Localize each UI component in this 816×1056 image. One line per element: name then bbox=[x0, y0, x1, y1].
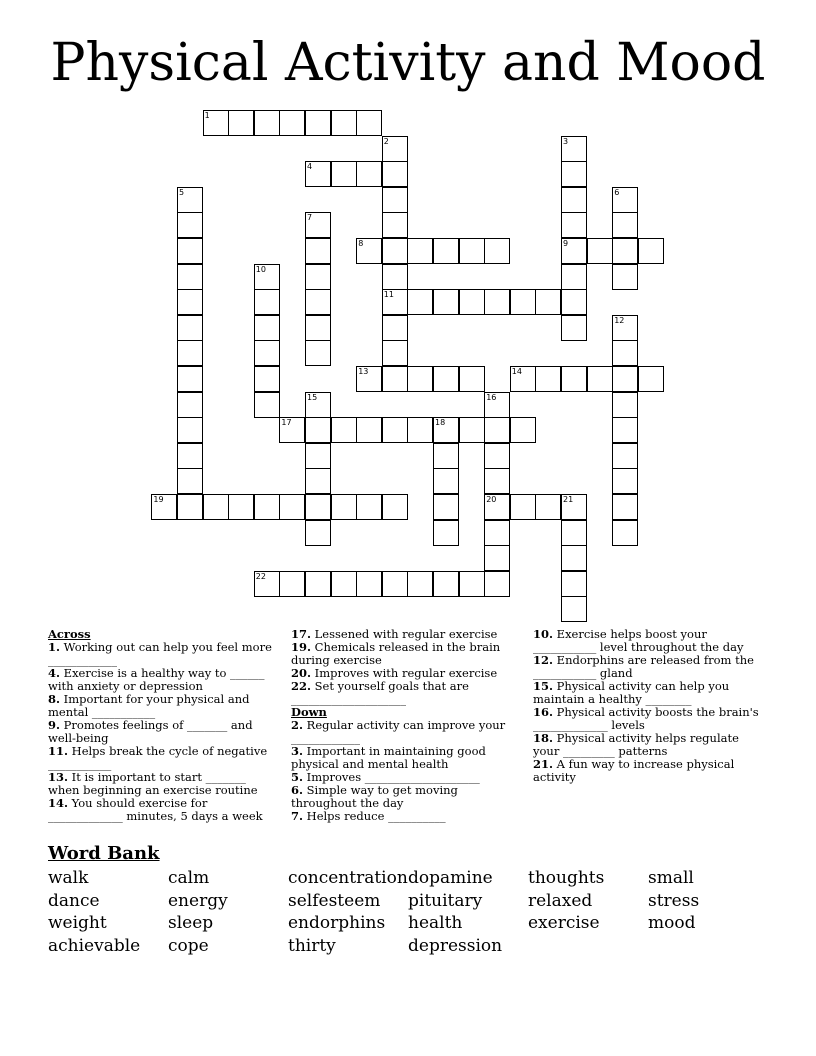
crossword-cell[interactable] bbox=[177, 212, 203, 238]
clue bbox=[533, 680, 763, 706]
crossword-cell[interactable] bbox=[177, 417, 203, 443]
crossword-cell[interactable] bbox=[331, 494, 357, 520]
clue bbox=[533, 732, 763, 758]
clue bbox=[291, 784, 517, 810]
clue-number: 1 bbox=[204, 111, 210, 120]
crossword-cell[interactable] bbox=[612, 494, 638, 520]
clue-heading: Across bbox=[48, 627, 91, 641]
crossword-cell[interactable] bbox=[331, 571, 357, 597]
crossword-cell[interactable] bbox=[561, 366, 587, 392]
crossword-cell[interactable] bbox=[587, 366, 613, 392]
clue-number: 15 bbox=[307, 392, 318, 402]
clue-text: Lessened with regular exercise bbox=[311, 627, 498, 641]
crossword-cell[interactable] bbox=[459, 417, 485, 443]
crossword-cell[interactable] bbox=[561, 136, 587, 162]
crossword-cell[interactable] bbox=[484, 289, 510, 315]
crossword-cell[interactable] bbox=[331, 417, 357, 443]
clue-text: It is important to start _______ when beginning an exercise routine bbox=[48, 770, 258, 797]
crossword-cell[interactable] bbox=[177, 494, 203, 520]
crossword-cell[interactable] bbox=[612, 443, 638, 469]
crossword-cell[interactable] bbox=[382, 238, 408, 264]
crossword-cell[interactable] bbox=[254, 571, 280, 597]
clue-text: Exercise helps boost your ___________ level throughout the day bbox=[533, 627, 744, 654]
word-bank-word: small bbox=[648, 868, 694, 888]
clue-number: 3 bbox=[563, 136, 569, 146]
crossword-cell[interactable] bbox=[356, 110, 382, 136]
crossword-cell[interactable] bbox=[587, 238, 613, 264]
crossword-cell[interactable] bbox=[279, 110, 305, 136]
clue-num: 10. bbox=[533, 627, 554, 641]
crossword-cell[interactable] bbox=[612, 392, 638, 418]
crossword-cell[interactable] bbox=[561, 187, 587, 213]
crossword-cell[interactable] bbox=[612, 238, 638, 264]
clue-number: 16 bbox=[486, 392, 497, 402]
crossword-cell[interactable] bbox=[279, 571, 305, 597]
clue bbox=[291, 745, 517, 771]
crossword-cell[interactable] bbox=[279, 417, 305, 443]
crossword-cell[interactable] bbox=[228, 110, 254, 136]
crossword-cell[interactable] bbox=[356, 417, 382, 443]
clue-num: 15. bbox=[533, 679, 554, 693]
clue-text: Chemicals released in the brain during exercise bbox=[291, 640, 501, 667]
crossword-cell[interactable] bbox=[177, 289, 203, 315]
clue-number: 12 bbox=[614, 315, 625, 325]
crossword-cell[interactable] bbox=[561, 238, 587, 264]
clue bbox=[48, 771, 276, 797]
clue-number: 14 bbox=[511, 367, 522, 376]
clue-number: 17 bbox=[281, 418, 292, 428]
clue bbox=[533, 628, 763, 654]
word-bank-word: walk bbox=[48, 868, 89, 888]
clue-num: 17. bbox=[291, 627, 312, 641]
crossword-cell[interactable] bbox=[228, 494, 254, 520]
crossword-cell[interactable] bbox=[612, 212, 638, 238]
clue-num: 20. bbox=[291, 666, 312, 680]
clue-text: Physical activity helps regulate your _________ patterns bbox=[533, 731, 739, 758]
crossword-cell[interactable] bbox=[254, 392, 280, 418]
crossword-cell[interactable] bbox=[305, 417, 331, 443]
clue-num: 8. bbox=[48, 692, 61, 706]
clue-num: 13. bbox=[48, 770, 69, 784]
clue-number: 13 bbox=[358, 367, 369, 376]
crossword-cell[interactable] bbox=[561, 520, 587, 546]
crossword-cell[interactable] bbox=[305, 392, 331, 418]
word-bank-word: calm bbox=[168, 868, 210, 888]
clue bbox=[48, 641, 276, 667]
crossword-cell[interactable] bbox=[382, 494, 408, 520]
crossword-cell[interactable] bbox=[612, 366, 638, 392]
crossword-cell[interactable] bbox=[433, 366, 459, 392]
word-bank-title: Word Bank bbox=[48, 843, 160, 864]
clue bbox=[48, 719, 276, 745]
crossword-cell[interactable] bbox=[305, 212, 331, 238]
clue-text: Simple way to get moving throughout the day bbox=[291, 783, 458, 810]
crossword-cell[interactable] bbox=[382, 417, 408, 443]
page-title: Physical Activity and Mood bbox=[50, 33, 766, 93]
word-bank-word: stress bbox=[648, 890, 700, 911]
crossword-cell[interactable] bbox=[254, 494, 280, 520]
crossword-cell[interactable] bbox=[382, 366, 408, 392]
crossword-cell[interactable] bbox=[254, 366, 280, 392]
crossword-cell[interactable] bbox=[459, 289, 485, 315]
clue-text: Physical activity can help you maintain a healthy ________ bbox=[533, 679, 730, 706]
crossword-cell[interactable] bbox=[305, 443, 331, 469]
crossword-cell[interactable] bbox=[433, 571, 459, 597]
crossword-cell[interactable] bbox=[305, 264, 331, 290]
word-bank-word: exercise bbox=[528, 913, 600, 934]
clue-num: 11. bbox=[48, 744, 69, 758]
crossword-cell[interactable] bbox=[305, 494, 331, 520]
clue-text: Helps break the cycle of negative ___________ bbox=[48, 744, 268, 771]
crossword-cell[interactable] bbox=[407, 417, 433, 443]
crossword-cell[interactable] bbox=[561, 494, 587, 520]
clue-text: Physical activity boosts the brain's _____________ levels bbox=[533, 705, 759, 732]
crossword-cell[interactable] bbox=[382, 212, 408, 238]
clue-text: Improves with regular exercise bbox=[311, 666, 498, 680]
word-bank-word: thoughts bbox=[528, 868, 605, 888]
clue-number: 4 bbox=[307, 162, 313, 172]
crossword-cell[interactable] bbox=[382, 340, 408, 366]
clue-text: Improves ____________________ bbox=[303, 770, 480, 784]
crossword-cell[interactable] bbox=[382, 264, 408, 290]
clue-text: Promotes feelings of _______ and well-being bbox=[48, 718, 253, 745]
crossword-cell[interactable] bbox=[305, 520, 331, 546]
crossword-cell[interactable] bbox=[561, 571, 587, 597]
clues-column-3 bbox=[533, 628, 763, 784]
clue-text: Endorphins are released from the ___________ gland bbox=[533, 653, 754, 680]
crossword-cell[interactable] bbox=[177, 238, 203, 264]
crossword-cell[interactable] bbox=[561, 212, 587, 238]
crossword-cell[interactable] bbox=[203, 110, 229, 136]
clue-text: You should exercise for _____________ minutes, 5 days a week bbox=[48, 796, 263, 823]
clue-num: 3. bbox=[291, 744, 304, 758]
crossword-cell[interactable] bbox=[356, 494, 382, 520]
clue-text: Regular activity can improve your ____________ bbox=[291, 718, 506, 745]
clue-num: 1. bbox=[48, 640, 61, 654]
crossword-cell[interactable] bbox=[638, 366, 664, 392]
clue-number: 11 bbox=[383, 290, 394, 300]
clue-num: 16. bbox=[533, 705, 554, 719]
clue-number: 7 bbox=[307, 213, 313, 223]
crossword-cell[interactable] bbox=[305, 110, 331, 136]
crossword-cell[interactable] bbox=[177, 264, 203, 290]
clue bbox=[533, 706, 763, 732]
crossword-cell[interactable] bbox=[305, 340, 331, 366]
word-bank-word: dopamine bbox=[408, 868, 493, 888]
clue-num: 6. bbox=[291, 783, 304, 797]
crossword-cell[interactable] bbox=[407, 366, 433, 392]
clue-num: 5. bbox=[291, 770, 304, 784]
crossword-cell[interactable] bbox=[510, 289, 536, 315]
crossword-cell[interactable] bbox=[433, 494, 459, 520]
crossword-cell[interactable] bbox=[612, 340, 638, 366]
crossword-cell[interactable] bbox=[177, 340, 203, 366]
crossword-cell[interactable] bbox=[561, 289, 587, 315]
crossword-cell[interactable] bbox=[305, 315, 331, 341]
word-bank-word: mood bbox=[648, 913, 696, 934]
crossword-cell[interactable] bbox=[561, 315, 587, 341]
crossword-cell[interactable] bbox=[484, 238, 510, 264]
clue-number: 6 bbox=[614, 187, 620, 197]
clue-text: Working out can help you feel more ____________ bbox=[48, 640, 272, 667]
crossword-cell[interactable] bbox=[356, 571, 382, 597]
crossword-cell[interactable] bbox=[612, 264, 638, 290]
crossword-cell[interactable] bbox=[331, 161, 357, 187]
crossword-cell[interactable] bbox=[612, 468, 638, 494]
word-bank-word: weight bbox=[48, 913, 107, 934]
crossword-cell[interactable] bbox=[407, 571, 433, 597]
crossword-cell[interactable] bbox=[356, 161, 382, 187]
clue bbox=[291, 680, 517, 706]
crossword-cell[interactable] bbox=[407, 289, 433, 315]
crossword-cell[interactable] bbox=[331, 110, 357, 136]
clue-number: 22 bbox=[255, 571, 266, 581]
clue bbox=[48, 667, 276, 693]
clue bbox=[291, 810, 517, 823]
clue-num: 12. bbox=[533, 653, 554, 667]
crossword-cell[interactable] bbox=[484, 571, 510, 597]
crossword-cell[interactable] bbox=[510, 494, 536, 520]
crossword-cell[interactable] bbox=[177, 315, 203, 341]
word-bank-word: endorphins bbox=[288, 913, 386, 934]
clues-column-2 bbox=[291, 628, 517, 823]
word-bank-word: dance bbox=[48, 890, 100, 911]
word-bank-word: achievable bbox=[48, 936, 141, 957]
clue bbox=[48, 693, 276, 719]
clue-num: 2. bbox=[291, 718, 304, 732]
crossword-cell[interactable] bbox=[638, 238, 664, 264]
clue bbox=[533, 654, 763, 680]
clues-column-1 bbox=[48, 628, 276, 823]
clue-text: Helps reduce __________ bbox=[303, 809, 446, 823]
word-bank-word: depression bbox=[408, 936, 503, 957]
word-bank-word: energy bbox=[168, 890, 228, 911]
clue bbox=[533, 758, 763, 784]
clue-number: 21 bbox=[563, 495, 574, 504]
clue-number: 9 bbox=[563, 239, 569, 248]
crossword-cell[interactable] bbox=[382, 136, 408, 162]
crossword-cell[interactable] bbox=[177, 443, 203, 469]
word-bank-word: selfesteem bbox=[288, 890, 381, 911]
crossword-cell[interactable] bbox=[484, 545, 510, 571]
crossword-cell[interactable] bbox=[305, 161, 331, 187]
crossword-cell[interactable] bbox=[254, 110, 280, 136]
clue-num: 9. bbox=[48, 718, 61, 732]
crossword-cell[interactable] bbox=[459, 366, 485, 392]
word-bank-word: concentration bbox=[288, 868, 408, 888]
word-bank-word: pituitary bbox=[408, 890, 483, 911]
crossword-cell[interactable] bbox=[510, 417, 536, 443]
clue bbox=[48, 797, 276, 823]
word-bank-word: cope bbox=[168, 936, 209, 957]
crossword-cell[interactable] bbox=[382, 161, 408, 187]
crossword-cell[interactable] bbox=[305, 468, 331, 494]
clue-text: A fun way to increase physical activity bbox=[533, 757, 735, 784]
crossword-cell[interactable] bbox=[561, 545, 587, 571]
clue-number: 19 bbox=[153, 495, 164, 504]
crossword-cell[interactable] bbox=[254, 340, 280, 366]
crossword-cell[interactable] bbox=[561, 596, 587, 622]
clue-num: 21. bbox=[533, 757, 554, 771]
crossword-cell[interactable] bbox=[433, 417, 459, 443]
crossword-cell[interactable] bbox=[612, 520, 638, 546]
crossword-cell[interactable] bbox=[484, 392, 510, 418]
crossword-cell[interactable] bbox=[561, 161, 587, 187]
crossword-cell[interactable] bbox=[535, 494, 561, 520]
clue-num: 19. bbox=[291, 640, 312, 654]
crossword-cell[interactable] bbox=[177, 187, 203, 213]
crossword-cell[interactable] bbox=[305, 289, 331, 315]
crossword-cell[interactable] bbox=[459, 238, 485, 264]
clue-number: 20 bbox=[486, 495, 497, 504]
crossword-cell[interactable] bbox=[356, 238, 382, 264]
crossword-cell[interactable] bbox=[459, 571, 485, 597]
crossword-cell[interactable] bbox=[561, 264, 587, 290]
crossword-cell[interactable] bbox=[612, 187, 638, 213]
crossword-cell[interactable] bbox=[305, 571, 331, 597]
clue-number: 5 bbox=[179, 187, 185, 197]
crossword-cell[interactable] bbox=[484, 468, 510, 494]
clue-text: Important for your physical and mental ___________ bbox=[48, 692, 250, 719]
crossword-cell[interactable] bbox=[305, 238, 331, 264]
crossword-cell[interactable] bbox=[433, 289, 459, 315]
crossword-cell[interactable] bbox=[382, 571, 408, 597]
clue-number: 8 bbox=[358, 239, 364, 248]
clue-text: Set yourself goals that are ____________________ bbox=[291, 679, 469, 706]
crossword-cell[interactable] bbox=[203, 494, 229, 520]
crossword-cell[interactable] bbox=[177, 392, 203, 418]
crossword-cell[interactable] bbox=[510, 366, 536, 392]
crossword-cell[interactable] bbox=[484, 494, 510, 520]
clue bbox=[291, 719, 517, 745]
crossword-cell[interactable] bbox=[177, 366, 203, 392]
crossword-cell[interactable] bbox=[177, 468, 203, 494]
crossword-cell[interactable] bbox=[612, 417, 638, 443]
clue-number: 18 bbox=[435, 418, 446, 428]
crossword-cell[interactable] bbox=[484, 520, 510, 546]
crossword-cell[interactable] bbox=[407, 238, 433, 264]
crossword-cell[interactable] bbox=[382, 187, 408, 213]
clue-number: 2 bbox=[383, 136, 389, 146]
crossword-cell[interactable] bbox=[433, 238, 459, 264]
clue-heading: Down bbox=[291, 705, 327, 719]
crossword-cell[interactable] bbox=[433, 468, 459, 494]
clue-num: 22. bbox=[291, 679, 312, 693]
crossword-cell[interactable] bbox=[484, 443, 510, 469]
crossword-cell[interactable] bbox=[254, 289, 280, 315]
crossword-cell[interactable] bbox=[151, 494, 177, 520]
crossword-cell[interactable] bbox=[254, 315, 280, 341]
clue-text: Important in maintaining good physical and mental health bbox=[291, 744, 486, 771]
crossword-cell[interactable] bbox=[356, 366, 382, 392]
crossword-cell[interactable] bbox=[382, 315, 408, 341]
clue bbox=[48, 745, 276, 771]
clue-text: Exercise is a healthy way to ______ with anxiety or depression bbox=[48, 666, 265, 693]
crossword-cell[interactable] bbox=[254, 264, 280, 290]
word-bank-word: thirty bbox=[288, 936, 336, 957]
word-bank-word: relaxed bbox=[528, 890, 593, 911]
clue-num: 14. bbox=[48, 796, 69, 810]
crossword-cell[interactable] bbox=[535, 366, 561, 392]
crossword-cell[interactable] bbox=[535, 289, 561, 315]
crossword-cell[interactable] bbox=[484, 417, 510, 443]
clue-num: 7. bbox=[291, 809, 304, 823]
word-bank-word: sleep bbox=[168, 913, 214, 934]
word-bank-word: health bbox=[408, 913, 463, 934]
crossword-cell[interactable] bbox=[433, 520, 459, 546]
clue-num: 18. bbox=[533, 731, 554, 745]
crossword-cell[interactable] bbox=[382, 289, 408, 315]
crossword-cell[interactable] bbox=[433, 443, 459, 469]
crossword-cell[interactable] bbox=[279, 494, 305, 520]
clue-number: 10 bbox=[255, 264, 266, 274]
crossword-cell[interactable] bbox=[612, 315, 638, 341]
clue-num: 4. bbox=[48, 666, 61, 680]
clue bbox=[291, 641, 517, 667]
